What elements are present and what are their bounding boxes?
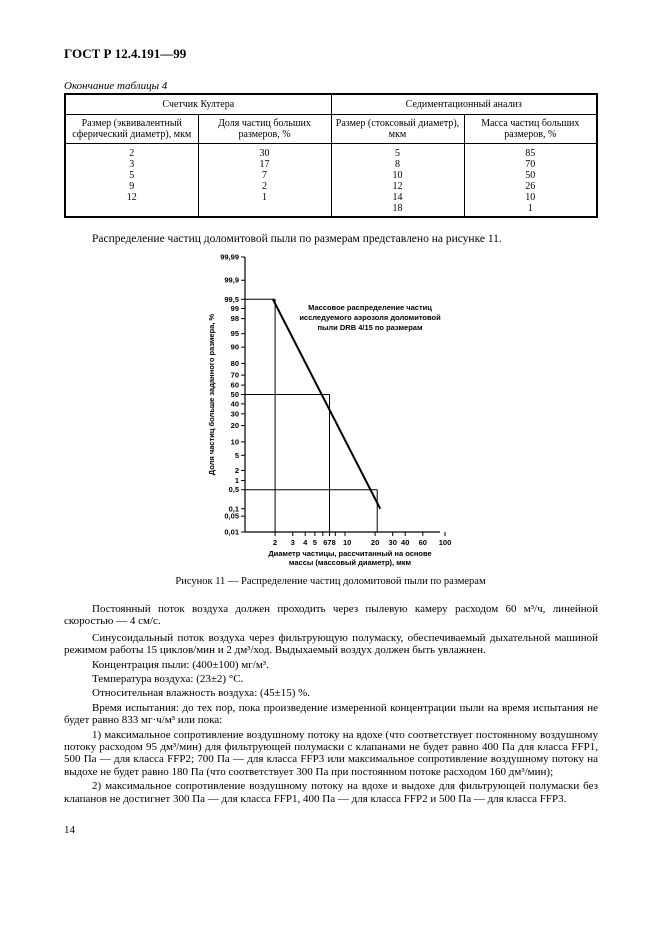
y-tick-label: 0,5 — [228, 485, 239, 495]
y-tick-label: 99,5 — [224, 294, 239, 304]
paragraph: Время испытания: до тех пор, пока произведение измеренной концентрации пыли на время испытания не будет равно 833 мг·ч/м³ или пока: — [64, 701, 598, 727]
table-cell: 70 — [525, 159, 536, 170]
paragraph: Постоянный поток воздуха должен проходить через пылевую камеру расходом 60 м³/ч, линейной скоростью — 4 см/с. — [64, 603, 598, 628]
y-tick-label: 99 — [230, 303, 239, 313]
y-tick-label: 70 — [230, 370, 239, 380]
col-header-equiv-diameter: Размер (эквивалентный сферический диаметр), мкм — [65, 115, 198, 144]
figure-intro-text: Распределение частиц доломитовой пыли по размерам представлено на рисунке 11. — [92, 233, 502, 245]
y-axis-label: Доля частиц больше заданного размера, % — [207, 313, 216, 476]
x-axis-label-line: массы (массовый диаметр), мкм — [288, 558, 412, 567]
x-tick-label: 5 — [312, 538, 317, 547]
x-tick-label: 100 — [438, 538, 452, 547]
table-cell: 7 — [262, 170, 267, 181]
table-cell: 5 — [129, 170, 135, 181]
x-tick-label: 4 — [303, 538, 308, 547]
chart-title-line: пыли DRB 4/15 по размерам — [317, 323, 423, 332]
x-tick-label: 2 — [273, 538, 278, 547]
x-tick-label: 678 — [323, 538, 336, 547]
y-tick-label: 95 — [230, 329, 239, 339]
table-column — [331, 144, 464, 218]
y-tick-label: 90 — [230, 342, 239, 352]
particle-distribution-chart — [200, 252, 460, 572]
col-header-stokes-diameter: Размер (стоксовый диаметр), мкм — [331, 115, 464, 144]
table-cell: 30 — [259, 148, 270, 159]
table-cell: 2 — [129, 148, 135, 159]
table-column — [198, 144, 331, 218]
y-tick-label: 60 — [230, 380, 239, 390]
table-cell: 12 — [392, 181, 403, 192]
group-header-sedimentation: Седиментационный анализ — [331, 94, 597, 115]
group-header-coulter: Счетчик Култера — [65, 94, 331, 115]
y-tick-label: 0,01 — [224, 527, 239, 537]
x-tick-label: 10 — [342, 538, 352, 547]
table-cell: 18 — [392, 203, 403, 214]
y-tick-label: 5 — [234, 450, 239, 460]
y-tick-label: 50 — [230, 390, 239, 399]
table-4 — [64, 93, 598, 218]
y-tick-label: 98 — [230, 314, 239, 324]
x-tick-label: 40 — [401, 538, 410, 547]
table-column — [464, 144, 597, 218]
table-cell: 5 — [395, 148, 400, 159]
figure-caption: Рисунок 11 — Распределение частиц доломитовой пыли по размерам — [175, 576, 486, 587]
paragraph: Синусоидальный поток воздуха через фильтрующую полумаску, обеспечиваемый дыхательной машиной режимом работы 15 циклов/мин и 2 дм³/ход. Выдыхаемый воздух должен быть увлажнен. — [64, 631, 598, 657]
table-cell: 85 — [525, 148, 536, 159]
y-tick-label: 1 — [234, 476, 239, 486]
page-number: 14 — [64, 824, 75, 836]
table-cell: 1 — [262, 192, 267, 203]
x-tick-label: 60 — [418, 538, 427, 547]
y-tick-label: 2 — [234, 465, 239, 475]
y-tick-label: 0,1 — [228, 504, 239, 514]
y-tick-label: 10 — [230, 437, 239, 447]
table-cell: 2 — [262, 181, 267, 192]
y-tick-label: 99,9 — [224, 275, 239, 285]
chart-title-line: исследуемого аэрозоля доломитовой — [299, 313, 441, 322]
table-cell: 8 — [395, 159, 400, 170]
table-cell: 14 — [392, 192, 403, 203]
x-tick-label: 20 — [370, 538, 380, 547]
table-cell: 1 — [527, 203, 533, 214]
table-column — [65, 144, 198, 218]
table-cell: 9 — [129, 181, 135, 192]
y-tick-label: 20 — [230, 421, 239, 431]
table-cell: 26 — [525, 181, 536, 192]
y-tick-label: 30 — [230, 409, 239, 419]
table-cell: 10 — [525, 192, 536, 203]
y-tick-label: 40 — [230, 399, 239, 409]
paragraph: 1) максимальное сопротивление воздушному потоку на вдохе (что соответствует постоянному воздушному потоку расходом 95 дм³/мин) для фильтрующей полумаски с клапанами не будет равно 400 Па для класса FFP1, 500 Па — для класса FFP2; 700 Па — для класса FFP3 или максимальное сопротивление воздушному потоку на выдохе не будет равно 180 Па (что соответствует 300 Па при постоянном потоке расходом 160 дм³/мин); — [64, 728, 598, 778]
table-cell: 50 — [525, 170, 536, 181]
body-text — [64, 603, 598, 807]
table-cell: 10 — [392, 170, 403, 181]
y-tick-label: 80 — [230, 358, 239, 368]
table-cell: 3 — [129, 159, 135, 170]
col-header-mass-larger: Масса частиц больших размеров, % — [464, 115, 597, 144]
table-caption: Окончание таблицы 4 — [64, 80, 168, 92]
col-header-share-larger: Доля частиц больших размеров, % — [198, 115, 331, 144]
table-cell: 17 — [259, 159, 270, 170]
x-tick-label: 3 — [290, 538, 295, 547]
y-tick-label: 0,05 — [224, 511, 239, 521]
y-axis-ticks — [220, 253, 245, 537]
paragraph: 2) максимальное сопротивление воздушному потоку на вдохе и выдохе для фильтрующей полумаски без клапанов не достигнет 300 Па — для класса FFP1, 400 Па — для класса FFP2 и 500 Па — для класса FFP3. — [64, 780, 598, 805]
chart-guides — [245, 299, 377, 532]
paragraph: Концентрация пыли: (400±100) мг/м³. — [92, 658, 269, 671]
table-cell: 12 — [126, 192, 137, 203]
x-axis-label-line: Диаметр частицы, рассчитанный на основе — [268, 549, 432, 558]
paragraph: Температура воздуха: (23±2) °С. — [92, 673, 244, 686]
x-tick-label: 30 — [388, 538, 397, 547]
paragraph: Относительная влажность воздуха: (45±15) %. — [92, 687, 311, 700]
chart-title-line: Массовое распределение частиц — [308, 303, 432, 312]
chart-titles — [207, 303, 441, 567]
y-tick-label: 99,99 — [220, 252, 239, 262]
document-header: ГОСТ Р 12.4.191—99 — [64, 46, 187, 61]
x-axis-ticks — [273, 532, 451, 547]
